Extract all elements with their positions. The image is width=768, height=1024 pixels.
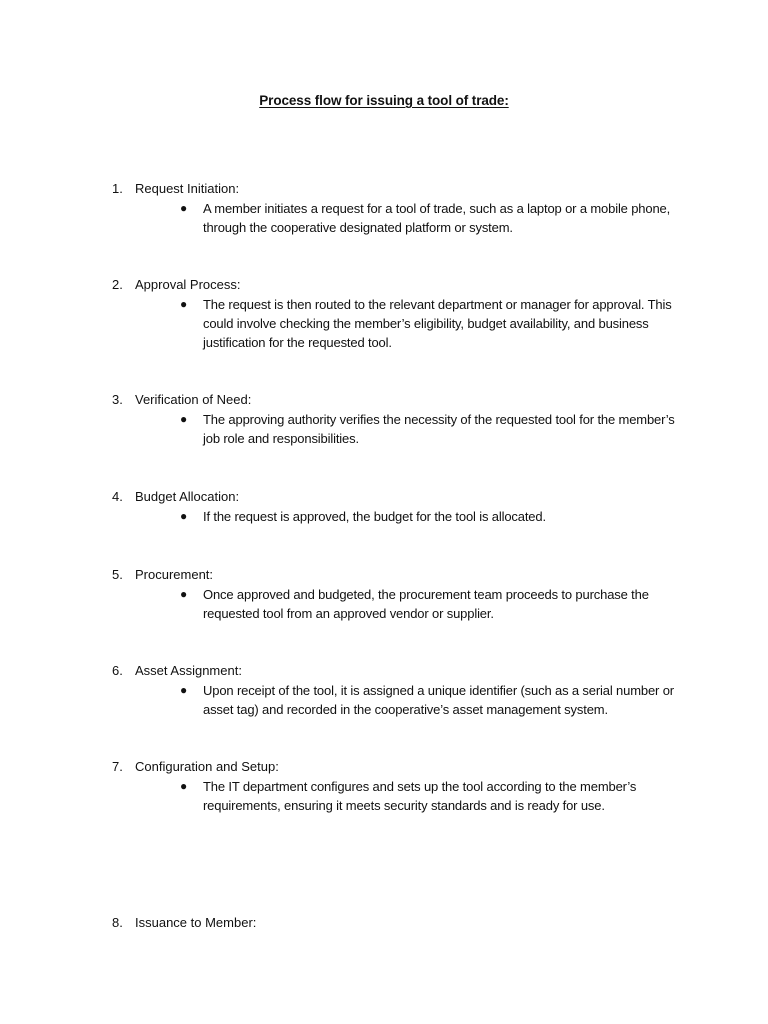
step-number: 7. (112, 759, 123, 774)
bullet-icon: ● (180, 509, 188, 523)
step-number: 3. (112, 392, 123, 407)
bullet-text: The IT department configures and sets up the tool according to the member’s requirements, ensuring it meets security standards and is ready for use. (203, 779, 637, 813)
bullet-text: The request is then routed to the relevant department or manager for approval. This could involve checking the member’s eligibility, budget availability, and business justification for the requested tool. (203, 297, 672, 350)
bullet-text: A member initiates a request for a tool of trade, such as a laptop or a mobile phone, through the cooperative designated platform or system. (203, 201, 671, 235)
step-number: 2. (112, 277, 123, 292)
step-number: 5. (112, 567, 123, 582)
bullet-icon: ● (180, 587, 188, 601)
bullet-icon: ● (180, 201, 188, 215)
bullet-text: If the request is approved, the budget for the tool is allocated. (203, 509, 546, 524)
bullet-text: Once approved and budgeted, the procurement team proceeds to purchase the requested tool from an approved vendor or supplier. (203, 587, 649, 621)
step-label: Configuration and Setup: (135, 759, 279, 774)
step-label: Issuance to Member: (135, 915, 257, 930)
bullet-icon: ● (180, 779, 188, 793)
document-title: Process flow for issuing a tool of trade: (259, 93, 509, 108)
bullet-icon: ● (180, 683, 188, 697)
step-label: Procurement: (135, 567, 214, 582)
bullet-icon: ● (180, 412, 188, 426)
step-label: Asset Assignment: (135, 663, 242, 678)
step-label: Request Initiation: (135, 181, 240, 196)
bullet-text: Upon receipt of the tool, it is assigned a unique identifier (such as a serial number or asset tag) and recorded in the cooperative’s asset management system. (203, 683, 674, 717)
bullet-icon: ● (180, 297, 188, 311)
step-number: 6. (112, 663, 123, 678)
step-number: 4. (112, 489, 123, 504)
step-number: 1. (112, 181, 123, 196)
step-label: Budget Allocation: (135, 489, 240, 504)
bullet-text: The approving authority verifies the necessity of the requested tool for the member’s job role and responsibilities. (203, 412, 675, 446)
step-label: Verification of Need: (135, 392, 252, 407)
step-label: Approval Process: (135, 277, 241, 292)
step-number: 8. (112, 915, 123, 930)
